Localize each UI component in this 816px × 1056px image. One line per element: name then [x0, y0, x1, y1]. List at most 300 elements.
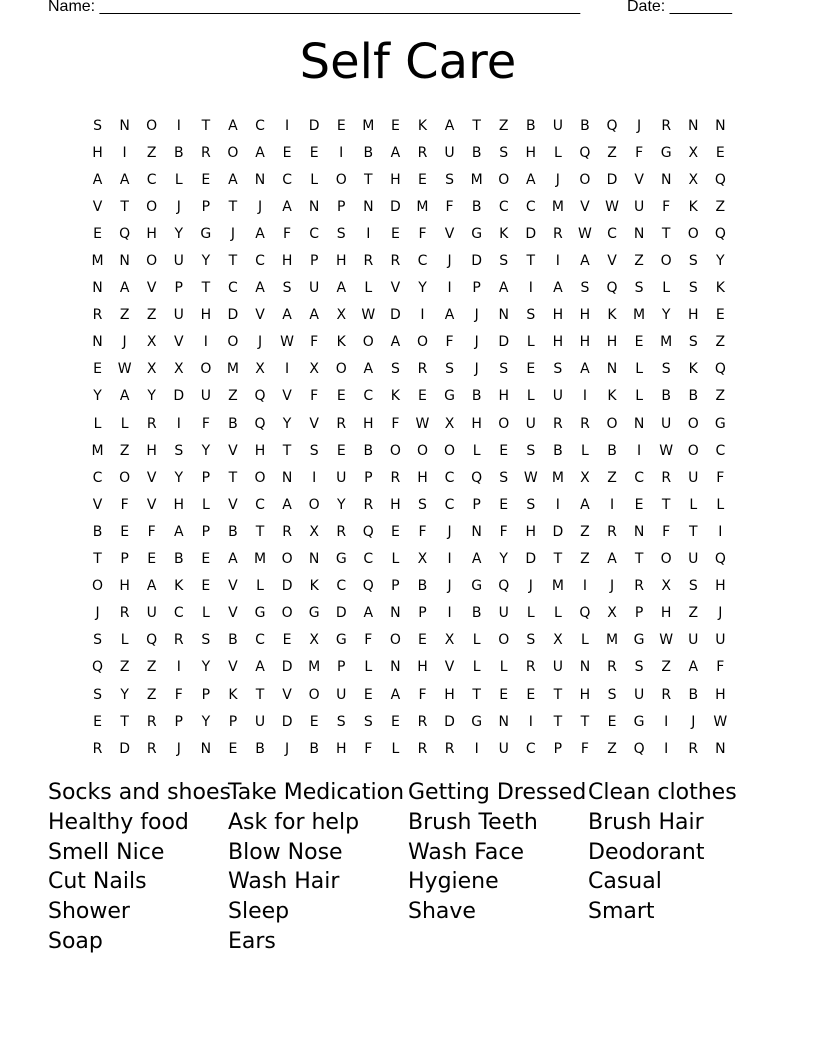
- grid-letter: H: [660, 605, 672, 622]
- grid-letter: B: [363, 144, 374, 161]
- word-bank-item: Shower: [48, 899, 130, 925]
- grid-letter: R: [417, 740, 428, 757]
- grid-letter: L: [662, 280, 671, 297]
- grid-letter: Z: [634, 253, 644, 270]
- grid-letter: D: [552, 523, 564, 540]
- grid-letter: P: [174, 280, 183, 297]
- grid-row: [84, 302, 734, 329]
- grid-letter: P: [337, 659, 346, 676]
- grid-letter: E: [228, 740, 238, 757]
- word-bank-item: Shave: [408, 899, 476, 925]
- word-bank-item: Ears: [228, 928, 276, 954]
- grid-letter: K: [174, 578, 184, 595]
- grid-letter: H: [363, 415, 374, 432]
- grid-letter: H: [254, 442, 266, 459]
- grid-letter: P: [201, 523, 211, 540]
- grid-letter: E: [147, 551, 157, 568]
- grid-letter: S: [418, 496, 427, 513]
- grid-letter: I: [528, 713, 533, 730]
- grid-letter: E: [282, 632, 292, 649]
- grid-letter: C: [255, 117, 265, 134]
- grid-letter: A: [444, 117, 455, 134]
- grid-letter: N: [363, 198, 374, 215]
- grid-letter: D: [227, 307, 239, 324]
- grid-letter: W: [280, 334, 294, 351]
- grid-letter: H: [444, 686, 455, 703]
- grid-letter: O: [687, 442, 699, 459]
- grid-letter: S: [553, 361, 563, 378]
- grid-letter: T: [282, 442, 292, 459]
- grid-letter: O: [498, 632, 510, 649]
- grid-letter: R: [634, 578, 644, 595]
- grid-letter: G: [660, 144, 672, 161]
- grid-letter: Z: [715, 198, 726, 215]
- grid-letter: A: [580, 361, 590, 378]
- grid-letter: C: [444, 469, 455, 486]
- grid-letter: K: [688, 361, 698, 378]
- grid-letter: L: [120, 415, 129, 432]
- grid-letter: U: [498, 605, 509, 622]
- grid-letter: G: [471, 225, 483, 242]
- word-bank-item: Brush Teeth: [408, 809, 538, 835]
- grid-letter: H: [552, 334, 564, 351]
- grid-letter: C: [146, 171, 157, 188]
- grid-letter: I: [609, 496, 615, 513]
- grid-letter: F: [445, 334, 454, 351]
- grid-letter: L: [716, 496, 725, 513]
- grid-letter: Q: [362, 523, 374, 540]
- grid-letter: J: [285, 740, 290, 757]
- grid-letter: H: [390, 171, 401, 188]
- grid-letter: H: [525, 523, 537, 540]
- grid-letter: L: [256, 578, 264, 595]
- grid-letter: A: [282, 496, 292, 513]
- grid-letter: Q: [606, 117, 618, 134]
- grid-letter: P: [201, 686, 211, 703]
- grid-letter: Q: [714, 225, 726, 242]
- grid-letter: R: [119, 605, 130, 622]
- grid-letter: S: [201, 632, 211, 649]
- grid-letter: T: [364, 171, 373, 188]
- grid-letter: D: [119, 740, 130, 757]
- grid-letter: H: [471, 415, 482, 432]
- grid-row: [84, 627, 734, 654]
- grid-letter: A: [607, 551, 617, 568]
- grid-letter: V: [146, 469, 157, 486]
- grid-letter: G: [254, 605, 266, 622]
- grid-letter: E: [390, 713, 400, 730]
- grid-letter: I: [555, 496, 560, 513]
- grid-letter: N: [119, 117, 130, 134]
- word-bank-item: Deodorant: [588, 839, 705, 865]
- grid-letter: B: [688, 388, 699, 405]
- grid-letter: P: [174, 713, 183, 730]
- grid-letter: H: [417, 469, 428, 486]
- grid-letter: J: [176, 740, 181, 757]
- grid-letter: Z: [119, 307, 130, 324]
- word-bank-column: [588, 778, 768, 927]
- grid-letter: N: [254, 171, 266, 188]
- grid-letter: N: [92, 334, 103, 351]
- grid-letter: G: [633, 713, 645, 730]
- grid-letter: P: [337, 198, 346, 215]
- grid-letter: N: [200, 740, 212, 757]
- grid-letter: J: [447, 578, 452, 595]
- grid-letter: R: [661, 686, 672, 703]
- grid-letter: Y: [147, 388, 156, 405]
- grid-letter: R: [444, 740, 455, 757]
- grid-letter: Z: [146, 659, 157, 676]
- grid-letter: F: [445, 198, 454, 215]
- grid-letter: T: [255, 686, 265, 703]
- grid-letter: G: [471, 713, 483, 730]
- grid-letter: N: [471, 523, 482, 540]
- grid-letter: M: [308, 659, 321, 676]
- grid-letter: T: [93, 551, 102, 568]
- grid-letter: T: [472, 117, 481, 134]
- grid-letter: C: [309, 225, 320, 242]
- grid-letter: I: [447, 280, 452, 297]
- grid-letter: B: [688, 686, 699, 703]
- grid-letter: O: [498, 415, 510, 432]
- grid-letter: D: [390, 307, 401, 324]
- grid-letter: F: [662, 523, 671, 540]
- word-bank-item: Hygiene: [408, 869, 499, 895]
- grid-letter: A: [228, 117, 238, 134]
- grid-letter: A: [282, 198, 292, 215]
- grid-letter: M: [551, 578, 564, 595]
- grid-row: [84, 681, 734, 708]
- grid-letter: T: [201, 280, 211, 297]
- grid-letter: J: [528, 578, 533, 595]
- grid-letter: K: [688, 198, 698, 215]
- grid-letter: M: [551, 469, 564, 486]
- grid-letter: U: [525, 415, 536, 432]
- grid-letter: N: [119, 253, 130, 270]
- grid-letter: N: [579, 659, 591, 676]
- grid-letter: O: [200, 361, 212, 378]
- grid-letter: A: [336, 280, 347, 297]
- grid-letter: V: [228, 496, 238, 513]
- grid-letter: I: [447, 551, 452, 568]
- grid-letter: A: [255, 659, 265, 676]
- grid-letter: R: [146, 740, 157, 757]
- grid-letter: M: [226, 361, 239, 378]
- grid-letter: W: [605, 198, 619, 215]
- grid-letter: B: [309, 740, 319, 757]
- grid-letter: E: [363, 686, 373, 703]
- grid-letter: E: [336, 117, 346, 134]
- grid-letter: R: [661, 117, 672, 134]
- grid-letter: V: [309, 415, 319, 432]
- grid-letter: H: [281, 253, 293, 270]
- page-title: Self Care: [299, 34, 517, 90]
- grid-letter: R: [553, 415, 563, 432]
- grid-letter: C: [715, 442, 726, 459]
- word-bank-item: Cut Nails: [48, 869, 147, 895]
- grid-letter: U: [688, 632, 699, 649]
- word-search-grid: [84, 112, 734, 762]
- grid-letter: E: [499, 686, 509, 703]
- grid-letter: W: [361, 307, 376, 324]
- grid-row: [84, 546, 734, 573]
- grid-letter: T: [553, 686, 563, 703]
- grid-letter: E: [715, 144, 725, 161]
- grid-letter: I: [420, 307, 425, 324]
- grid-letter: D: [525, 225, 537, 242]
- grid-letter: E: [282, 144, 292, 161]
- grid-letter: L: [499, 659, 508, 676]
- grid-letter: Z: [661, 659, 671, 676]
- grid-letter: L: [391, 551, 400, 568]
- grid-letter: N: [498, 307, 509, 324]
- grid-letter: T: [120, 198, 129, 215]
- grid-letter: J: [176, 198, 181, 215]
- grid-letter: S: [282, 280, 292, 297]
- grid-letter: S: [526, 307, 536, 324]
- grid-letter: S: [688, 280, 698, 297]
- grid-letter: A: [255, 280, 265, 297]
- grid-letter: A: [498, 280, 509, 297]
- grid-letter: K: [607, 388, 617, 405]
- grid-letter: B: [607, 442, 617, 459]
- grid-letter: R: [146, 713, 157, 730]
- grid-row: [84, 708, 734, 735]
- grid-row: [84, 410, 734, 437]
- grid-letter: V: [146, 280, 157, 297]
- grid-letter: Z: [715, 388, 726, 405]
- grid-row: [84, 275, 734, 302]
- grid-letter: R: [390, 253, 401, 270]
- grid-row: [84, 329, 734, 356]
- grid-letter: Z: [580, 551, 590, 568]
- grid-letter: H: [335, 253, 347, 270]
- grid-letter: L: [689, 496, 698, 513]
- grid-letter: Z: [607, 740, 617, 757]
- grid-letter: N: [498, 713, 509, 730]
- grid-letter: B: [173, 144, 184, 161]
- grid-letter: H: [579, 686, 591, 703]
- grid-letter: U: [173, 253, 184, 270]
- grid-letter: V: [228, 605, 238, 622]
- grid-letter: I: [637, 442, 642, 459]
- grid-letter: C: [363, 551, 374, 568]
- grid-letter: U: [173, 307, 184, 324]
- grid-letter: H: [200, 307, 212, 324]
- grid-letter: H: [579, 334, 591, 351]
- grid-letter: N: [308, 198, 320, 215]
- grid-letter: A: [390, 686, 401, 703]
- grid-letter: F: [391, 415, 400, 432]
- grid-letter: J: [718, 605, 723, 622]
- grid-letter: Y: [201, 713, 211, 730]
- grid-letter: O: [308, 496, 320, 513]
- grid-letter: W: [415, 415, 430, 432]
- grid-letter: R: [525, 659, 536, 676]
- grid-letter: Z: [146, 144, 157, 161]
- grid-letter: I: [718, 523, 723, 540]
- grid-letter: R: [607, 523, 617, 540]
- grid-letter: L: [391, 740, 400, 757]
- grid-letter: O: [606, 415, 618, 432]
- grid-letter: J: [447, 523, 452, 540]
- grid-letter: O: [335, 361, 347, 378]
- grid-letter: Q: [146, 632, 158, 649]
- grid-letter: M: [362, 117, 375, 134]
- grid-letter: Y: [174, 225, 184, 242]
- grid-letter: B: [228, 632, 238, 649]
- grid-letter: A: [255, 144, 265, 161]
- grid-letter: V: [228, 578, 238, 595]
- grid-letter: S: [390, 361, 400, 378]
- grid-letter: V: [444, 659, 455, 676]
- grid-letter: F: [147, 523, 156, 540]
- grid-letter: O: [146, 117, 158, 134]
- grid-letter: X: [688, 144, 699, 161]
- word-bank-item: Wash Face: [408, 839, 524, 865]
- grid-letter: R: [417, 144, 428, 161]
- grid-letter: A: [228, 171, 238, 188]
- grid-letter: O: [498, 171, 510, 188]
- grid-letter: D: [498, 334, 510, 351]
- grid-letter: E: [201, 551, 211, 568]
- grid-letter: A: [146, 578, 157, 595]
- grid-letter: O: [687, 415, 699, 432]
- grid-letter: T: [472, 686, 481, 703]
- grid-letter: P: [472, 496, 481, 513]
- grid-letter: R: [92, 740, 103, 757]
- grid-letter: X: [146, 361, 157, 378]
- grid-letter: B: [580, 117, 590, 134]
- grid-letter: B: [471, 605, 482, 622]
- grid-letter: A: [282, 307, 292, 324]
- grid-letter: C: [255, 496, 265, 513]
- grid-letter: H: [92, 144, 103, 161]
- grid-letter: A: [390, 334, 401, 351]
- grid-letter: R: [92, 307, 103, 324]
- word-bank-item: Smell Nice: [48, 839, 165, 865]
- grid-row: [84, 247, 734, 274]
- grid-letter: J: [230, 225, 235, 242]
- grid-letter: N: [390, 605, 401, 622]
- grid-letter: V: [228, 659, 238, 676]
- grid-letter: O: [660, 253, 672, 270]
- grid-letter: G: [471, 578, 483, 595]
- grid-letter: E: [499, 442, 509, 459]
- grid-letter: J: [122, 334, 127, 351]
- grid-letter: E: [715, 307, 725, 324]
- grid-letter: F: [201, 415, 210, 432]
- word-bank-item: Smart: [588, 899, 655, 925]
- grid-letter: Q: [714, 171, 726, 188]
- grid-letter: L: [635, 388, 643, 405]
- grid-letter: L: [526, 388, 535, 405]
- grid-letter: N: [688, 117, 699, 134]
- grid-letter: U: [715, 632, 726, 649]
- grid-letter: D: [606, 171, 618, 188]
- grid-letter: Q: [92, 659, 104, 676]
- grid-letter: Y: [93, 388, 102, 405]
- word-bank-column: [228, 778, 408, 957]
- grid-letter: V: [580, 198, 590, 215]
- grid-letter: I: [176, 117, 181, 134]
- grid-letter: Z: [688, 605, 699, 622]
- grid-letter: Z: [607, 144, 617, 161]
- grid-letter: L: [526, 605, 535, 622]
- grid-letter: I: [474, 740, 479, 757]
- grid-letter: D: [444, 713, 455, 730]
- grid-letter: X: [309, 632, 319, 649]
- grid-letter: L: [526, 334, 535, 351]
- word-bank-column: [48, 778, 231, 957]
- grid-letter: E: [607, 713, 617, 730]
- grid-letter: O: [281, 551, 293, 568]
- grid-letter: Z: [146, 307, 157, 324]
- grid-letter: E: [336, 442, 346, 459]
- grid-row: [84, 220, 734, 247]
- grid-letter: U: [552, 388, 563, 405]
- grid-letter: A: [390, 144, 401, 161]
- grid-letter: F: [418, 686, 427, 703]
- grid-letter: I: [582, 388, 588, 405]
- grid-row: [84, 654, 734, 681]
- grid-letter: W: [659, 442, 674, 459]
- grid-letter: K: [336, 334, 346, 351]
- grid-letter: E: [309, 144, 319, 161]
- grid-letter: P: [201, 469, 211, 486]
- grid-letter: L: [472, 659, 481, 676]
- grid-letter: B: [228, 523, 238, 540]
- grid-letter: G: [308, 605, 320, 622]
- grid-letter: N: [308, 551, 320, 568]
- grid-letter: J: [609, 578, 615, 595]
- grid-letter: V: [607, 253, 617, 270]
- grid-letter: S: [634, 280, 644, 297]
- grid-letter: K: [390, 388, 400, 405]
- grid-letter: Q: [633, 740, 645, 757]
- grid-letter: R: [688, 740, 699, 757]
- grid-letter: A: [255, 225, 265, 242]
- grid-letter: A: [119, 280, 130, 297]
- grid-letter: R: [580, 415, 590, 432]
- grid-letter: A: [580, 496, 590, 513]
- grid-letter: L: [364, 659, 373, 676]
- grid-letter: V: [92, 198, 103, 215]
- grid-letter: R: [173, 632, 184, 649]
- grid-letter: C: [525, 198, 536, 215]
- grid-letter: T: [201, 117, 211, 134]
- grid-letter: F: [120, 496, 129, 513]
- grid-letter: D: [390, 198, 401, 215]
- grid-letter: Q: [606, 280, 618, 297]
- grid-row: [84, 383, 734, 410]
- grid-letter: Y: [418, 280, 427, 297]
- grid-letter: R: [336, 415, 347, 432]
- grid-letter: P: [228, 713, 238, 730]
- grid-letter: G: [633, 632, 645, 649]
- grid-letter: X: [417, 551, 428, 568]
- grid-letter: V: [255, 307, 265, 324]
- grid-letter: O: [579, 171, 591, 188]
- grid-letter: I: [312, 469, 317, 486]
- grid-letter: N: [715, 117, 726, 134]
- grid-letter: U: [633, 686, 645, 703]
- grid-letter: L: [364, 280, 373, 297]
- grid-letter: B: [173, 551, 184, 568]
- grid-letter: S: [499, 253, 509, 270]
- grid-letter: C: [444, 496, 455, 513]
- grid-letter: L: [93, 415, 102, 432]
